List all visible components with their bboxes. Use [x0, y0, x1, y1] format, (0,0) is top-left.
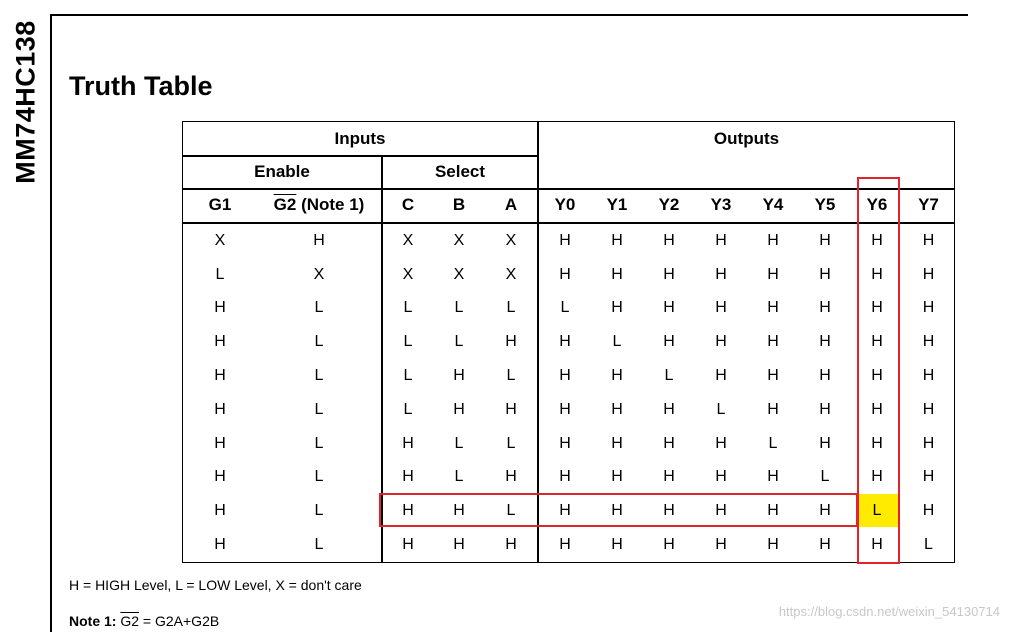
col-y6: Y6 — [866, 195, 888, 214]
cell-r7-b: L — [454, 434, 464, 452]
note-g2: G2 — [120, 613, 140, 629]
cell-r5-g2: L — [314, 367, 324, 385]
cell-r3-a: L — [506, 299, 516, 317]
g2-note-ref: (Note 1) — [296, 195, 365, 214]
cell-r2-y7: H — [922, 265, 935, 283]
cell-r7-y2: H — [663, 434, 675, 452]
cell-r9-g1: H — [214, 502, 226, 520]
cell-r4-y5: H — [819, 333, 831, 351]
cell-r9-b: H — [453, 502, 465, 520]
cell-r6-y4: H — [767, 400, 779, 418]
cell-r5-y5: H — [819, 367, 831, 385]
cell-r9-a: L — [506, 502, 516, 520]
cell-r9-y1: H — [611, 502, 623, 520]
note-1 — [69, 613, 219, 629]
cell-r10-y1: H — [611, 536, 623, 554]
cell-r8-b: L — [454, 468, 464, 486]
cell-r5-y6: H — [871, 367, 883, 385]
cell-r10-y5: H — [819, 536, 831, 554]
col-y0: Y0 — [554, 195, 576, 214]
cell-r9-y5: H — [819, 502, 831, 520]
cell-r10-a: H — [505, 536, 517, 554]
cell-r10-y2: H — [663, 536, 675, 554]
header-select: Select — [434, 161, 486, 181]
cell-r1-y3: H — [715, 231, 727, 249]
cell-r8-g1: H — [214, 468, 226, 486]
g2-overbar-label: G2 — [273, 195, 297, 214]
cell-r10-y7: L — [924, 536, 933, 554]
cell-r8-y4: H — [767, 468, 779, 486]
cell-r1-b: X — [453, 231, 465, 249]
watermark: https://blog.csdn.net/weixin_54130714 — [778, 604, 1000, 619]
header-outputs: Outputs — [713, 128, 780, 148]
cell-r6-y5: H — [819, 400, 831, 418]
cell-r8-y5: L — [820, 468, 830, 486]
cell-r9-y2: H — [663, 502, 675, 520]
cell-r6-y7: H — [922, 400, 935, 418]
cell-r1-g1: X — [214, 231, 226, 249]
cell-r8-y2: H — [663, 468, 675, 486]
cell-r7-y5: H — [819, 434, 831, 452]
cell-r2-y4: H — [767, 265, 779, 283]
cell-r3-y0: L — [560, 299, 570, 317]
cell-r9-y3: H — [715, 502, 727, 520]
cell-r5-y4: H — [767, 367, 779, 385]
cell-r3-y7: H — [922, 299, 935, 317]
cell-r1-g2: H — [313, 231, 325, 249]
cell-r2-y3: H — [715, 265, 727, 283]
cell-r1-y1: H — [611, 231, 623, 249]
cell-r3-g2: L — [314, 299, 324, 317]
header-enable: Enable — [254, 161, 310, 181]
col-a: A — [504, 195, 518, 214]
cell-r5-y2: L — [664, 367, 674, 385]
cell-r5-g1: H — [214, 367, 226, 385]
cell-r5-y1: H — [611, 367, 623, 385]
cell-r2-y6: H — [871, 265, 883, 283]
cell-r5-y0: H — [559, 367, 571, 385]
cell-r10-y0: H — [559, 536, 571, 554]
cell-r7-y4: L — [768, 434, 778, 452]
cell-r10-g2: L — [314, 536, 324, 554]
cell-r7-g1: H — [214, 434, 226, 452]
cell-r9-y6: L — [872, 502, 882, 520]
cell-r6-g2: L — [314, 400, 324, 418]
col-y1: Y1 — [606, 195, 628, 214]
cell-r3-y2: H — [663, 299, 675, 317]
cell-r3-c: L — [403, 299, 413, 317]
cell-r2-y0: H — [559, 265, 571, 283]
cell-r10-y4: H — [767, 536, 779, 554]
cell-r4-y7: H — [922, 333, 935, 351]
cell-r1-y7: H — [922, 231, 935, 249]
cell-r5-a: L — [506, 367, 516, 385]
cell-r2-a: X — [505, 265, 517, 283]
cell-r4-y3: H — [715, 333, 727, 351]
col-y4: Y4 — [762, 195, 784, 214]
cell-r4-y1: L — [612, 333, 622, 351]
cell-r2-y2: H — [663, 265, 675, 283]
cell-r4-a: H — [505, 333, 517, 351]
note-label: Note 1: — [69, 613, 117, 629]
left-rule — [50, 16, 52, 632]
col-g1: G1 — [208, 195, 232, 214]
cell-r9-y4: H — [767, 502, 779, 520]
col-y2: Y2 — [658, 195, 680, 214]
cell-r8-g2: L — [314, 468, 324, 486]
cell-r6-y3: L — [716, 400, 726, 418]
top-rule — [50, 14, 968, 16]
cell-r3-y1: H — [611, 299, 623, 317]
cell-r10-y6: H — [871, 536, 883, 554]
cell-r2-g2: X — [313, 265, 325, 283]
part-number: MM74HC138 — [10, 20, 41, 184]
cell-r1-y0: H — [559, 231, 571, 249]
cell-r1-y2: H — [663, 231, 675, 249]
cell-r2-y1: H — [611, 265, 623, 283]
cell-r9-y0: H — [559, 502, 571, 520]
cell-r7-y3: H — [715, 434, 727, 452]
cell-r1-y4: H — [767, 231, 779, 249]
cell-r7-y7: H — [922, 434, 935, 452]
cell-r1-a: X — [505, 231, 517, 249]
cell-r4-b: L — [454, 333, 464, 351]
cell-r1-y6: H — [871, 231, 883, 249]
cell-r1-y5: H — [819, 231, 831, 249]
legend: H = HIGH Level, L = LOW Level, X = don't care — [69, 577, 362, 593]
cell-r4-g1: H — [214, 333, 226, 351]
col-y7: Y7 — [918, 195, 939, 214]
cell-r3-y6: H — [871, 299, 883, 317]
cell-r7-c: H — [402, 434, 414, 452]
col-g2 — [257, 188, 381, 222]
cell-r8-y6: H — [871, 468, 883, 486]
cell-r4-y4: H — [767, 333, 779, 351]
cell-r2-g1: L — [215, 265, 225, 283]
cell-r4-y0: H — [559, 333, 571, 351]
cell-r10-c: H — [402, 536, 414, 554]
cell-r4-g2: L — [314, 333, 324, 351]
cell-r3-y3: H — [715, 299, 727, 317]
cell-r6-y0: H — [559, 400, 571, 418]
cell-r7-a: L — [506, 434, 516, 452]
cell-r6-y2: H — [663, 400, 675, 418]
cell-r4-c: L — [403, 333, 413, 351]
cell-r3-g1: H — [214, 299, 226, 317]
col-y5: Y5 — [814, 195, 836, 214]
cell-r6-y6: H — [871, 400, 883, 418]
note-equation: = G2A+G2B — [139, 613, 220, 629]
cell-r10-g1: H — [214, 536, 226, 554]
select-row-highlight — [379, 493, 858, 527]
cell-r1-c: X — [402, 231, 414, 249]
cell-r7-y6: H — [871, 434, 883, 452]
col-y3: Y3 — [710, 195, 732, 214]
cell-r6-c: L — [403, 400, 413, 418]
cell-r9-c: H — [402, 502, 414, 520]
cell-r9-y7: H — [922, 502, 935, 520]
col-c: C — [401, 195, 415, 214]
cell-r4-y2: H — [663, 333, 675, 351]
cell-r5-y3: H — [715, 367, 727, 385]
cell-r8-y3: H — [715, 468, 727, 486]
cell-r2-y5: H — [819, 265, 831, 283]
cell-r5-c: L — [403, 367, 413, 385]
cell-r8-a: H — [505, 468, 517, 486]
cell-r6-y1: H — [611, 400, 623, 418]
y6-column-highlight — [857, 177, 900, 564]
cell-r8-y7: H — [922, 468, 935, 486]
cell-r10-b: H — [453, 536, 465, 554]
section-title: Truth Table — [69, 71, 213, 101]
cell-r5-b: H — [453, 367, 465, 385]
cell-r4-y6: H — [871, 333, 883, 351]
cell-r6-g1: H — [214, 400, 226, 418]
cell-r8-y1: H — [611, 468, 623, 486]
cell-r2-b: X — [453, 265, 465, 283]
cell-r7-y1: H — [611, 434, 623, 452]
col-b: B — [452, 195, 466, 214]
cell-r6-a: H — [505, 400, 517, 418]
cell-r3-b: L — [454, 299, 464, 317]
cell-r3-y5: H — [819, 299, 831, 317]
cell-r10-y3: H — [715, 536, 727, 554]
cell-r7-g2: L — [314, 434, 324, 452]
header-inputs: Inputs — [334, 128, 386, 148]
cell-r6-b: H — [453, 400, 465, 418]
cell-r8-c: H — [402, 468, 414, 486]
cell-r3-y4: H — [767, 299, 779, 317]
cell-r2-c: X — [402, 265, 414, 283]
cell-r8-y0: H — [559, 468, 571, 486]
cell-r7-y0: H — [559, 434, 571, 452]
cell-r5-y7: H — [922, 367, 935, 385]
cell-r9-g2: L — [314, 502, 324, 520]
